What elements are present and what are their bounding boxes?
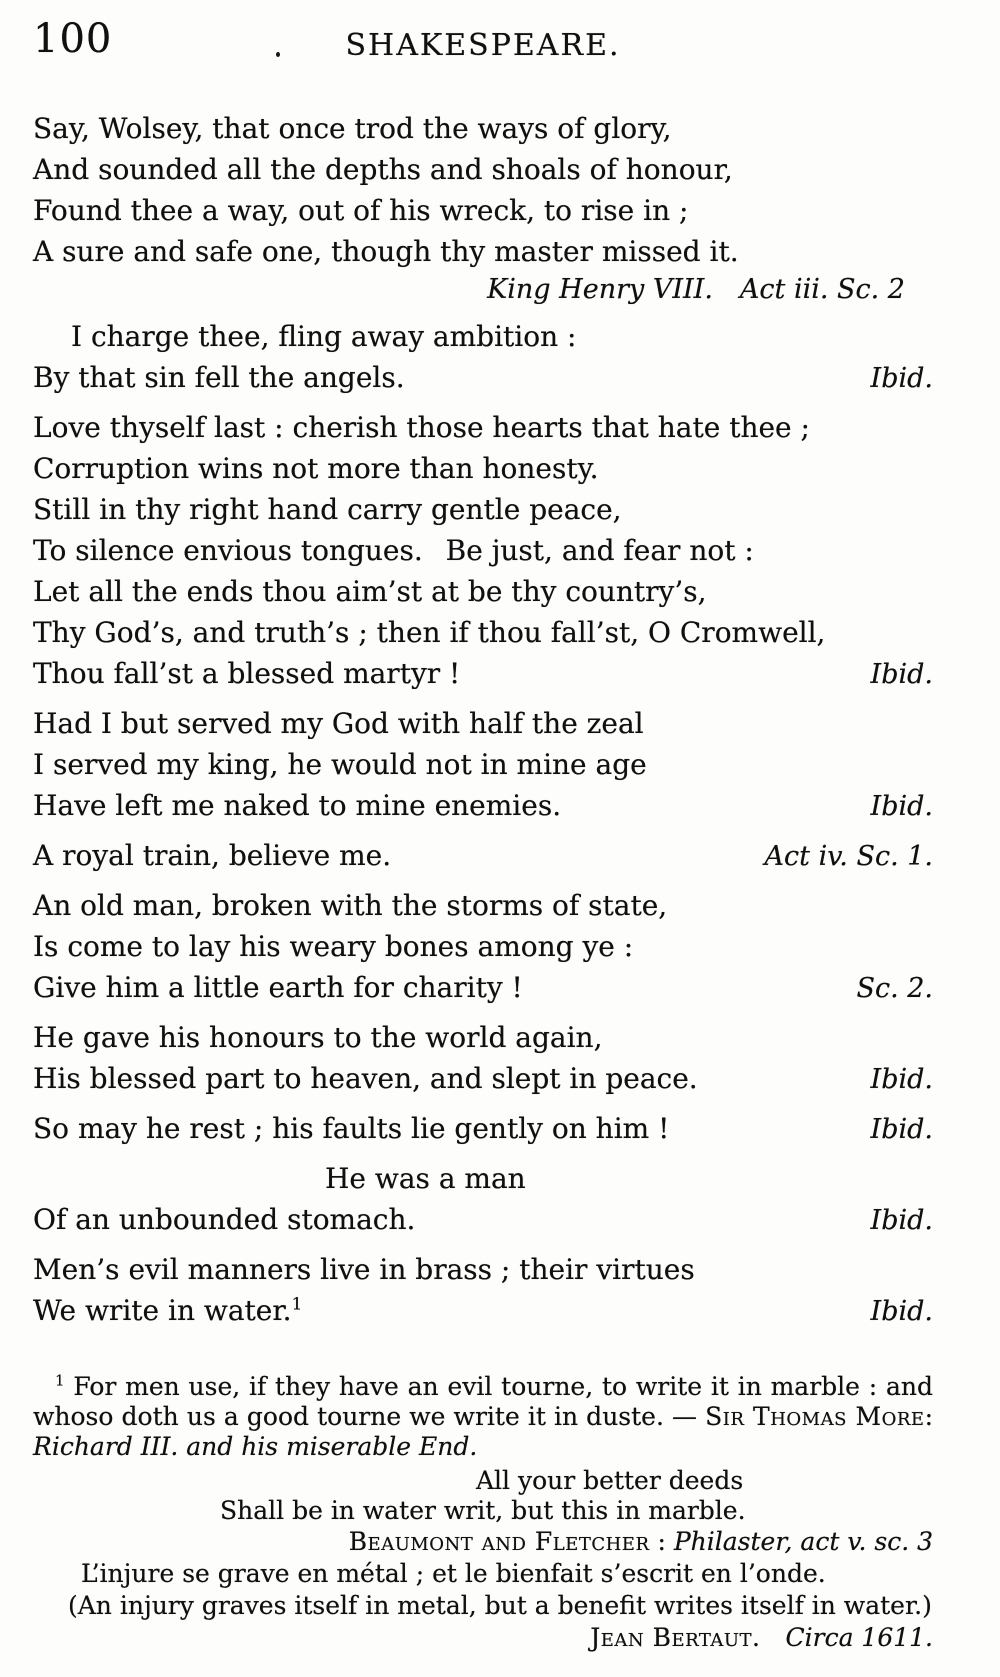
footnote-line	[33, 1372, 933, 1402]
quote-text: A royal train, believe me.	[33, 839, 392, 872]
citation: Ibid.	[870, 659, 933, 690]
footnote	[33, 1372, 933, 1654]
verse-line: Shall be in water writ, but this in marble.	[220, 1496, 746, 1525]
quote-line	[33, 1017, 933, 1058]
quote-text: And sounded all the depths and shoals of honour,	[33, 153, 733, 186]
author-name: Sir Thomas More	[705, 1402, 925, 1431]
quote-block	[33, 316, 933, 399]
citation: Ibid.	[870, 791, 933, 822]
quote-line	[33, 703, 933, 744]
citation: Ibid.	[870, 1064, 933, 1095]
citation-bertaut	[33, 1622, 933, 1654]
quotes	[33, 108, 933, 1332]
quote-text: Still in thy right hand carry gentle peace,	[33, 493, 622, 526]
citation: Ibid.	[870, 1114, 933, 1145]
footnote-mark: 1	[55, 1371, 65, 1390]
quote-line	[33, 1290, 933, 1332]
quote-line	[33, 190, 933, 231]
citation: Act iv. Sc. 1.	[764, 841, 933, 872]
footnote-text: whoso doth us a good tourne we write it in duste. —	[33, 1402, 706, 1431]
quote-text: Have left me naked to mine enemies.	[33, 789, 562, 822]
verse-line: All your better deeds	[476, 1466, 744, 1495]
quote-text: Of an unbounded stomach.	[33, 1203, 416, 1236]
quote-text: A sure and safe one, though thy master missed it.	[33, 235, 739, 268]
citation-fletcher	[33, 1526, 933, 1558]
quote-line	[33, 448, 933, 489]
quote-line	[33, 1158, 933, 1199]
quote-text: Love thyself last : cherish those hearts that hate thee ;	[33, 411, 810, 444]
quote-text: Thou fall’st a blessed martyr !	[33, 657, 461, 690]
footnote-text: For men use, if they have an evil tourne, to write it in marble : and	[64, 1372, 933, 1401]
work-title: Circa 1611.	[785, 1623, 933, 1652]
citation: Sc. 2.	[856, 973, 933, 1004]
page-number: 100	[33, 16, 113, 62]
quote-text: Found thee a way, out of his wreck, to rise in ;	[33, 194, 689, 227]
footnote-text: :	[924, 1402, 933, 1431]
quote-line	[33, 785, 933, 827]
quote-line	[33, 357, 933, 399]
quote-text: Men’s evil manners live in brass ; their virtues	[33, 1253, 695, 1286]
quote-text: By that sin fell the angels.	[33, 361, 405, 394]
quote-line	[33, 231, 933, 272]
quote-line	[33, 571, 933, 612]
quote-line	[33, 926, 933, 967]
citation: Ibid.	[870, 1205, 933, 1236]
quote-line	[33, 149, 933, 190]
quote-block	[33, 1249, 933, 1332]
quote-line	[33, 967, 933, 1009]
quote-line	[33, 744, 933, 785]
quote-line	[33, 653, 933, 695]
quote-block	[33, 703, 933, 827]
quote-text: I served my king, he would not in mine age	[33, 748, 647, 781]
quote-text: To silence envious tongues. Be just, and fear not :	[33, 534, 754, 567]
quote-line	[33, 1108, 933, 1150]
quote-text: Say, Wolsey, that once trod the ways of glory,	[33, 112, 672, 145]
footnote-text	[761, 1623, 786, 1652]
quote-text: Thy God’s, and truth’s ; then if thou fall’st, O Cromwell,	[33, 616, 826, 649]
quote-line	[33, 612, 933, 653]
citation-line: King Henry VIII. Act iii. Sc. 2	[487, 274, 905, 305]
quote-text: He gave his honours to the world again,	[33, 1021, 603, 1054]
footnote-ref: 1	[291, 1293, 303, 1314]
citation: Ibid.	[870, 1296, 933, 1327]
quote-line	[33, 489, 933, 530]
quote-text: Let all the ends thou aim’st at be thy country’s,	[33, 575, 707, 608]
quote-line	[33, 530, 933, 571]
ink-speck	[276, 52, 280, 57]
citation: Ibid.	[870, 363, 933, 394]
quote-block	[33, 1158, 933, 1241]
quote-text: Corruption wins not more than honesty.	[33, 452, 599, 485]
quote-line	[33, 407, 933, 448]
quote-block	[33, 835, 933, 877]
work-title: Philaster, act v. sc. 3	[673, 1527, 933, 1556]
quote-line	[33, 885, 933, 926]
footnote-paragraph	[33, 1372, 933, 1462]
french-quote: L’injure se grave en métal ; et le bienfait s’escrit en l’onde.	[81, 1559, 826, 1588]
running-head: SHAKESPEARE.	[345, 28, 621, 63]
quote-line	[33, 1249, 933, 1290]
page-header	[33, 16, 933, 68]
footnote-line	[33, 1402, 933, 1432]
quote-text: Is come to lay his weary bones among ye :	[33, 930, 634, 963]
footnote-verse	[33, 1466, 933, 1526]
quote-text: I charge thee, fling away ambition :	[71, 320, 577, 353]
quote-text: He was a man	[325, 1162, 526, 1195]
quote-text: His blessed part to heaven, and slept in peace.	[33, 1062, 698, 1095]
french-translation: (An injury graves itself in metal, but a benefit writes itself in water.)	[68, 1591, 932, 1620]
quote-text: An old man, broken with the storms of state,	[33, 889, 668, 922]
quote-block	[33, 108, 933, 308]
quote-line	[33, 1058, 933, 1100]
work-title: Richard III. and his miserable End.	[33, 1432, 478, 1461]
quote-block	[33, 407, 933, 695]
quote-text: Give him a little earth for charity !	[33, 971, 523, 1004]
quote-line	[33, 835, 933, 877]
quote-block	[33, 885, 933, 1009]
footnote-line	[33, 1432, 933, 1462]
author-name: Jean Bertaut.	[590, 1623, 761, 1652]
quote-line	[33, 108, 933, 149]
quote-text: So may he rest ; his faults lie gently on him !	[33, 1112, 670, 1145]
quote-line	[33, 316, 933, 357]
author-name: Beaumont and Fletcher	[348, 1527, 650, 1556]
quote-block	[33, 1108, 933, 1150]
footnote-text: :	[649, 1527, 674, 1556]
quote-block	[33, 1017, 933, 1100]
quote-line	[33, 1199, 933, 1241]
quote-text: We write in water.$^1$	[33, 1293, 303, 1327]
quote-text: Had I but served my God with half the zeal	[33, 707, 644, 740]
